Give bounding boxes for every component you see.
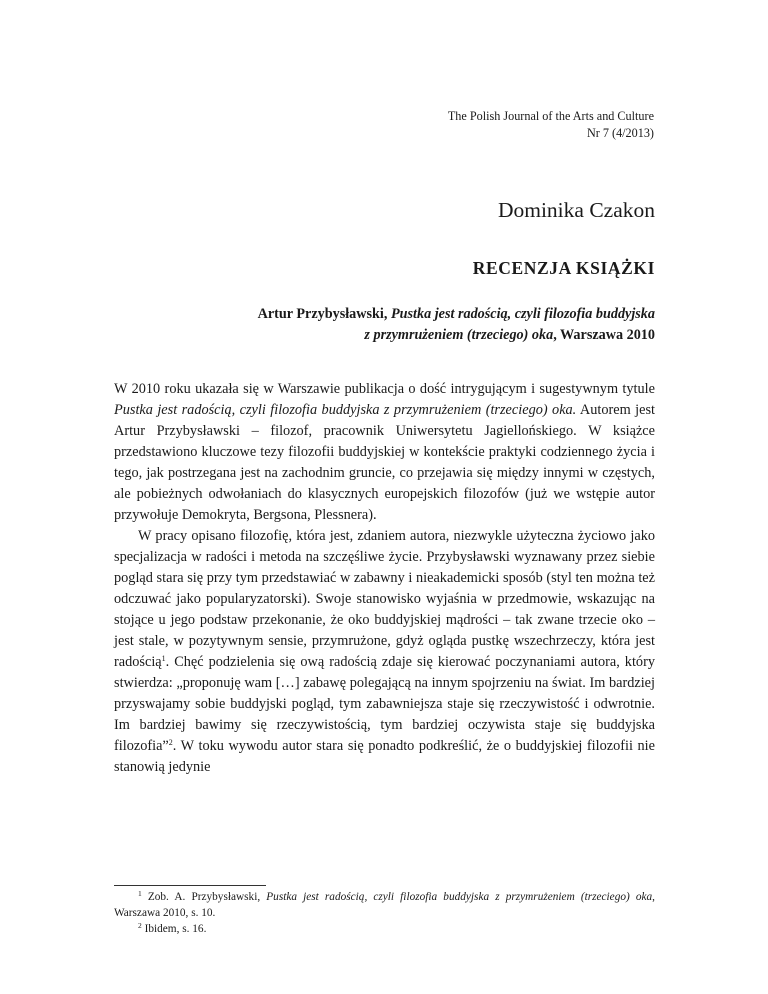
paragraph-1-text-b: Autorem jest Artur Przybysławski – filozof, pracownik Uniwersytetu Jagiellońskiego. W książce przedstawiono kluczowe tezy filozofii buddyjskiej w kontekście praktyki codziennego życia i tego, jak postrzegana jest na zachodnim gruncie, co przejawia się między innymi w częstych, ale pobieżnych odwołaniach do klasycznych europejskich filozofów (już we wstępie autor przywołuje Demokryta, Bergsona, Plessnera).: [114, 402, 655, 523]
journal-name: The Polish Journal of the Arts and Culture: [447, 109, 654, 123]
footnote-1: [114, 889, 655, 921]
footnote-1-text-b: , Warszawa 2010, s. 10.: [114, 891, 655, 919]
book-citation-line-2: [258, 325, 655, 346]
reviewed-book-citation: [258, 304, 655, 346]
footnote-1-title: Pustka jest radością, czyli filozofia buddyjska z przymrużeniem (trzeciego) oka: [266, 891, 653, 903]
footnote-ref-1[interactable]: 1: [161, 654, 166, 663]
footnote-2: [114, 921, 655, 937]
journal-header: [448, 108, 654, 142]
paragraph-2-text-b: . Chęć podzielenia się ową radością zdaje się kierować poczynaniami autora, który stwierdza: „proponuję wam […] zabawę polegającą na innym spojrzeniu na świat. Im bardziej przyswajamy sobie buddyjski pogląd, tym zabawniejsza staje się rzeczywistość i odwrotnie. Im bardziej bawimy się rzeczywistością, tym bardziej oczywista staje się buddyjska filozofia”: [114, 654, 655, 754]
footnote-2-number: 2: [138, 921, 142, 930]
footnotes: [114, 889, 655, 937]
article-author: Dominika Czakon: [497, 198, 655, 222]
book-citation-line-1: [258, 304, 655, 325]
paragraph-2: [114, 526, 655, 778]
paragraph-2-text-a: W pracy opisano filozofię, która jest, zdaniem autora, niezwykle użyteczna życiowo jako specjalizacja w radości i metoda na szczęśliwe życie. Przybysławski wyznawany przez siebie pogląd stara się przy tym przedstawiać w zabawny i nieakademicki sposób (styl ten można też odczuwać jako popularyzatorski). Swoje stanowisko wyjaśnia w przedmowie, wskazując na stojące u jego podstaw przekonanie, że oko buddyjskiej mądrości – tak zwane trzecie oko – jest stale, w pozytywnym sensie, przymrużone, gdyż ogląda pustkę wszechrzeczy, która jest radością: [114, 528, 655, 670]
paragraph-1-book-title: Pustka jest radością, czyli filozofia buddyjska z przymrużeniem (trzeciego) oka.: [114, 402, 577, 418]
paragraph-1-text-a: W 2010 roku ukazała się w Warszawie publikacja o dość intrygującym i sugestywnym tytule: [114, 381, 655, 397]
book-place-year: , Warszawa 2010: [553, 327, 655, 343]
footnote-1-number: 1: [138, 889, 142, 898]
footnote-2-text: Ibidem, s. 16.: [144, 923, 207, 935]
footnote-1-text-a: Zob. A. Przybysławski,: [147, 891, 267, 903]
footnote-separator: [114, 885, 266, 886]
book-author: Artur Przybysławski,: [257, 306, 388, 322]
article-body: [114, 379, 655, 778]
paragraph-1: [114, 379, 655, 526]
book-title-part-2: z przymrużeniem (trzeciego) oka: [364, 327, 554, 343]
footnote-ref-2[interactable]: 2: [168, 738, 173, 747]
book-title-part-1: Pustka jest radością, czyli filozofia buddyjska: [390, 306, 655, 322]
paragraph-2-text-c: . W toku wywodu autor stara się ponadto podkreślić, że o buddyjskiej filozofii nie stanowią jedynie: [114, 738, 655, 775]
journal-issue: Nr 7 (4/2013): [586, 126, 654, 140]
article-title: RECENZJA KSIĄŻKI: [472, 258, 655, 278]
